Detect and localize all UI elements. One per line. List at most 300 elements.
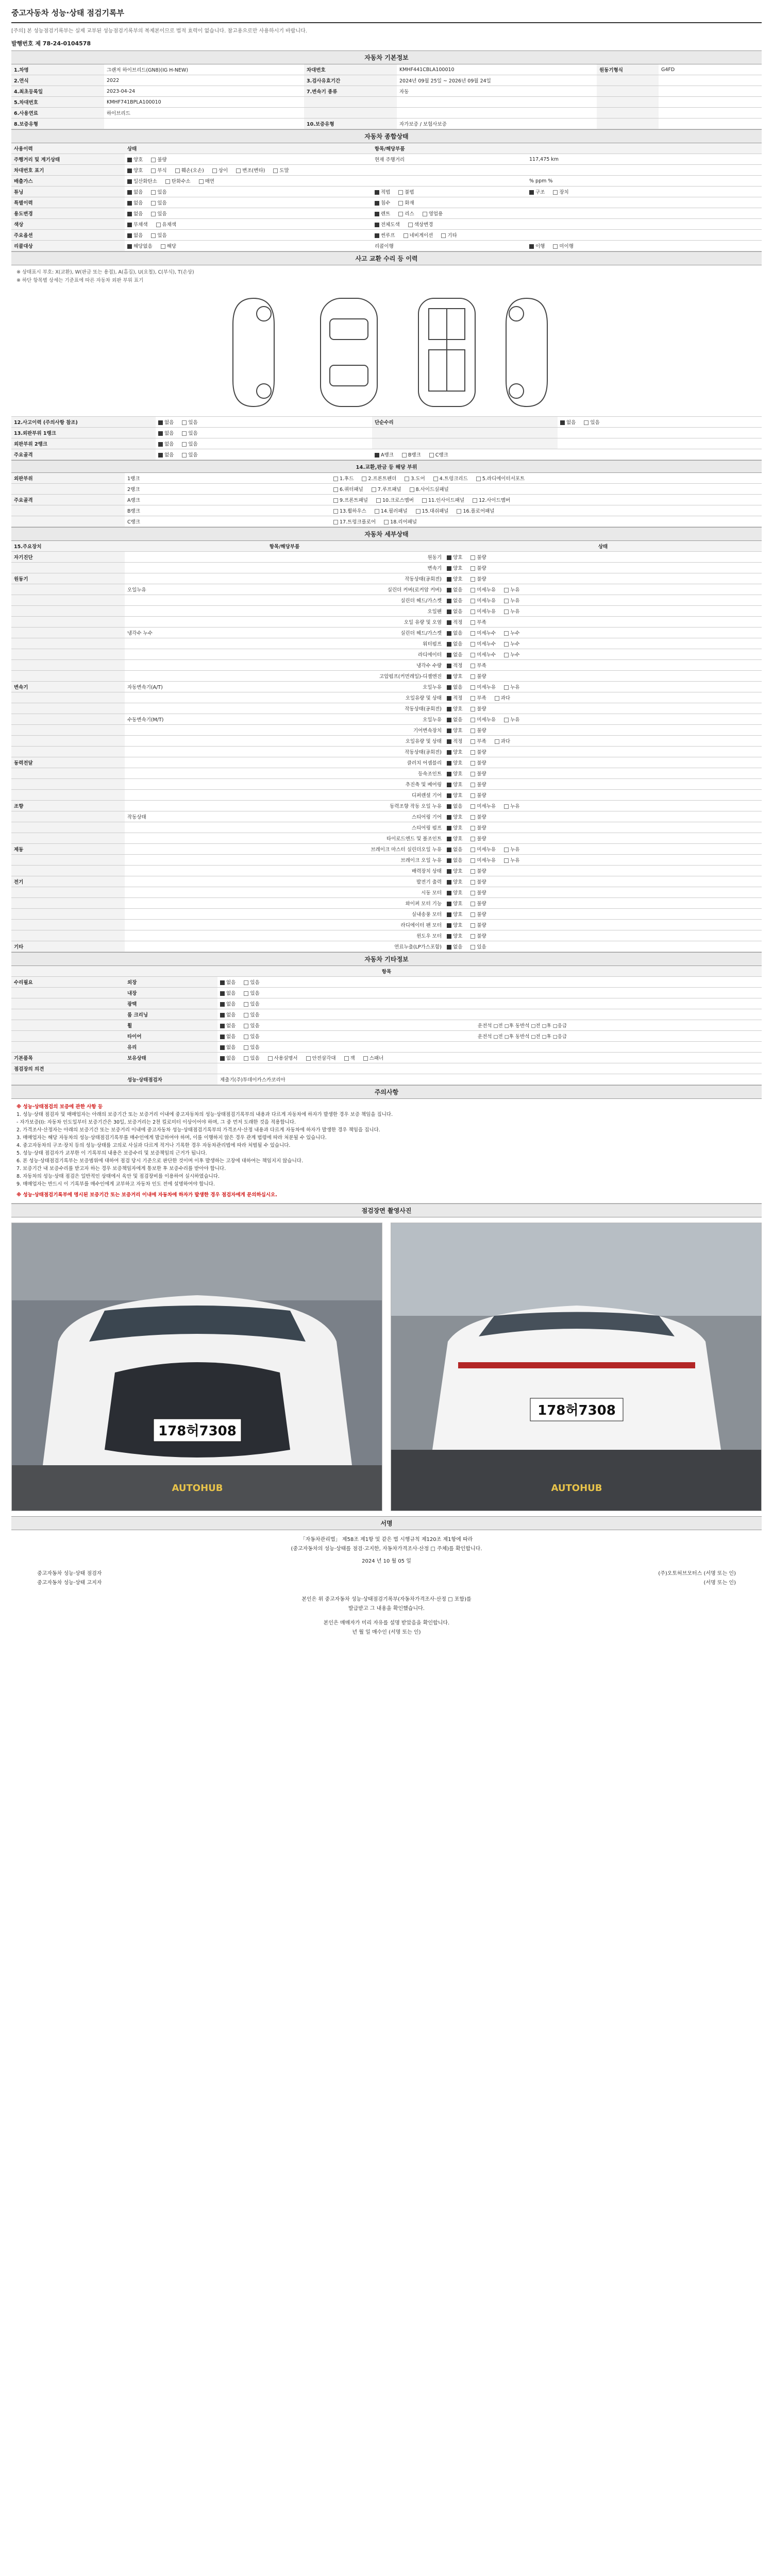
checkbox[interactable] <box>182 420 187 425</box>
option[interactable] <box>470 910 486 918</box>
checkbox[interactable] <box>470 566 475 571</box>
option[interactable] <box>408 221 433 228</box>
checkbox[interactable] <box>161 244 165 249</box>
option[interactable] <box>306 1054 336 1061</box>
option[interactable] <box>212 166 228 174</box>
checkbox[interactable] <box>127 233 132 238</box>
checkbox[interactable] <box>398 190 403 195</box>
checkbox[interactable] <box>151 233 156 238</box>
option[interactable] <box>375 221 400 228</box>
option[interactable] <box>127 199 143 206</box>
option[interactable] <box>220 1054 236 1061</box>
option[interactable] <box>244 1054 259 1061</box>
option[interactable] <box>447 716 462 723</box>
option[interactable] <box>470 867 486 874</box>
option[interactable] <box>447 759 462 766</box>
option[interactable] <box>447 856 462 863</box>
checkbox[interactable] <box>375 212 379 216</box>
option[interactable] <box>447 867 462 874</box>
option[interactable] <box>470 586 496 593</box>
option[interactable] <box>447 737 462 744</box>
option[interactable] <box>504 607 519 615</box>
checkbox[interactable] <box>375 509 379 514</box>
option[interactable] <box>410 485 449 493</box>
checkbox[interactable] <box>470 804 475 809</box>
checkbox[interactable] <box>470 923 475 928</box>
option[interactable] <box>244 1022 259 1029</box>
checkbox[interactable] <box>398 212 403 216</box>
checkbox[interactable] <box>470 642 475 647</box>
checkbox[interactable] <box>158 420 163 425</box>
checkbox[interactable] <box>151 168 156 173</box>
option[interactable] <box>127 210 143 217</box>
option[interactable] <box>127 231 143 239</box>
checkbox[interactable] <box>151 158 156 162</box>
checkbox[interactable] <box>244 991 248 996</box>
option[interactable] <box>470 921 486 928</box>
option[interactable] <box>398 210 414 217</box>
checkbox[interactable] <box>447 761 451 766</box>
checkbox[interactable] <box>433 477 438 481</box>
checkbox[interactable] <box>470 934 475 939</box>
option[interactable] <box>447 943 462 950</box>
option[interactable] <box>127 221 148 228</box>
checkbox[interactable] <box>470 815 475 820</box>
option[interactable] <box>127 177 157 184</box>
checkbox[interactable] <box>470 912 475 917</box>
option[interactable] <box>220 1011 236 1018</box>
checkbox[interactable] <box>375 453 379 457</box>
option[interactable] <box>375 451 394 458</box>
checkbox[interactable] <box>447 848 451 852</box>
checkbox[interactable] <box>447 707 451 711</box>
option[interactable] <box>447 586 462 593</box>
option[interactable] <box>268 1054 298 1061</box>
checkbox[interactable] <box>244 1056 248 1061</box>
checkbox[interactable] <box>273 168 278 173</box>
checkbox[interactable] <box>470 707 475 711</box>
option[interactable] <box>447 932 462 939</box>
option[interactable] <box>447 683 462 690</box>
option[interactable] <box>127 188 143 195</box>
checkbox[interactable] <box>504 642 509 647</box>
option[interactable] <box>127 166 143 174</box>
checkbox[interactable] <box>244 1035 248 1039</box>
checkbox[interactable] <box>441 233 446 238</box>
checkbox[interactable] <box>244 1024 248 1028</box>
checkbox[interactable] <box>470 599 475 603</box>
option[interactable] <box>220 1000 236 1007</box>
checkbox[interactable] <box>447 837 451 841</box>
checkbox[interactable] <box>447 804 451 809</box>
option[interactable] <box>375 231 395 239</box>
checkbox[interactable] <box>182 431 187 436</box>
option[interactable] <box>416 507 449 514</box>
checkbox[interactable] <box>398 201 403 206</box>
option[interactable] <box>447 672 462 680</box>
option[interactable] <box>470 845 496 853</box>
checkbox[interactable] <box>470 783 475 787</box>
option[interactable] <box>470 553 486 561</box>
option[interactable] <box>441 231 457 239</box>
checkbox[interactable] <box>362 477 366 481</box>
checkbox[interactable] <box>127 158 132 162</box>
option[interactable] <box>470 629 496 636</box>
checkbox[interactable] <box>447 555 451 560</box>
option[interactable] <box>363 1054 384 1061</box>
checkbox[interactable] <box>447 902 451 906</box>
option[interactable] <box>244 1043 259 1050</box>
checkbox[interactable] <box>127 168 132 173</box>
checkbox[interactable] <box>333 487 338 492</box>
option[interactable] <box>504 683 519 690</box>
option[interactable] <box>447 629 462 636</box>
option[interactable] <box>504 597 519 604</box>
option[interactable] <box>447 878 462 885</box>
checkbox[interactable] <box>372 487 376 492</box>
checkbox[interactable] <box>151 212 156 216</box>
checkbox[interactable] <box>504 718 509 722</box>
checkbox[interactable] <box>447 945 451 950</box>
checkbox[interactable] <box>470 631 475 636</box>
checkbox[interactable] <box>244 980 248 985</box>
checkbox[interactable] <box>333 498 338 503</box>
option[interactable] <box>375 199 390 206</box>
checkbox[interactable] <box>470 718 475 722</box>
option[interactable] <box>495 694 510 701</box>
option[interactable] <box>529 188 545 195</box>
option[interactable] <box>470 564 486 571</box>
option[interactable] <box>244 1011 259 1018</box>
checkbox[interactable] <box>447 728 451 733</box>
option[interactable] <box>470 932 486 939</box>
option[interactable] <box>470 607 496 615</box>
checkbox[interactable] <box>504 588 509 592</box>
checkbox[interactable] <box>447 696 451 701</box>
checkbox[interactable] <box>504 685 509 690</box>
checkbox[interactable] <box>158 431 163 436</box>
option[interactable] <box>504 802 519 809</box>
checkbox[interactable] <box>384 520 389 524</box>
checkbox[interactable] <box>375 201 379 206</box>
option[interactable] <box>470 835 486 842</box>
option[interactable] <box>447 900 462 907</box>
checkbox[interactable] <box>447 664 451 668</box>
checkbox[interactable] <box>220 1045 225 1050</box>
option[interactable] <box>470 640 496 647</box>
option[interactable] <box>470 662 486 669</box>
option[interactable] <box>158 429 174 436</box>
checkbox[interactable] <box>447 631 451 636</box>
option[interactable] <box>375 507 408 514</box>
option[interactable] <box>151 231 166 239</box>
option[interactable] <box>470 672 486 680</box>
checkbox[interactable] <box>127 212 132 216</box>
checkbox[interactable] <box>127 244 132 249</box>
option[interactable] <box>447 564 462 571</box>
option[interactable] <box>158 451 174 458</box>
checkbox[interactable] <box>473 498 477 503</box>
option[interactable] <box>457 507 494 514</box>
option[interactable] <box>384 518 417 525</box>
checkbox[interactable] <box>447 577 451 582</box>
option[interactable] <box>244 1000 259 1007</box>
checkbox[interactable] <box>447 685 451 690</box>
checkbox[interactable] <box>447 718 451 722</box>
option[interactable] <box>422 496 464 503</box>
option[interactable] <box>447 607 462 615</box>
checkbox[interactable] <box>175 168 180 173</box>
checkbox[interactable] <box>584 420 589 425</box>
checkbox[interactable] <box>404 233 408 238</box>
option[interactable] <box>470 824 486 831</box>
option[interactable] <box>447 575 462 582</box>
option[interactable] <box>182 418 197 426</box>
option[interactable] <box>175 166 204 174</box>
checkbox[interactable] <box>236 168 241 173</box>
checkbox[interactable] <box>416 509 421 514</box>
checkbox[interactable] <box>220 980 225 985</box>
checkbox[interactable] <box>447 772 451 776</box>
checkbox[interactable] <box>447 674 451 679</box>
option[interactable] <box>447 770 462 777</box>
option[interactable] <box>429 451 448 458</box>
option[interactable] <box>447 705 462 712</box>
option[interactable] <box>404 231 433 239</box>
checkbox[interactable] <box>423 212 427 216</box>
checkbox[interactable] <box>470 858 475 863</box>
option[interactable] <box>244 989 259 996</box>
checkbox[interactable] <box>447 642 451 647</box>
option[interactable] <box>504 716 519 723</box>
checkbox[interactable] <box>504 858 509 863</box>
option[interactable] <box>553 188 568 195</box>
checkbox[interactable] <box>470 609 475 614</box>
option[interactable] <box>220 1022 236 1029</box>
option[interactable] <box>470 813 486 820</box>
option[interactable] <box>402 451 421 458</box>
checkbox[interactable] <box>470 696 475 701</box>
option[interactable] <box>470 683 496 690</box>
option[interactable] <box>470 770 486 777</box>
checkbox[interactable] <box>470 891 475 895</box>
option[interactable] <box>470 575 486 582</box>
option[interactable] <box>182 451 197 458</box>
option[interactable] <box>156 221 177 228</box>
checkbox[interactable] <box>212 168 217 173</box>
checkbox[interactable] <box>199 179 204 184</box>
checkbox[interactable] <box>447 566 451 571</box>
checkbox[interactable] <box>470 664 475 668</box>
checkbox[interactable] <box>447 783 451 787</box>
option[interactable] <box>375 210 390 217</box>
checkbox[interactable] <box>470 620 475 625</box>
option[interactable] <box>447 791 462 799</box>
checkbox[interactable] <box>127 223 132 227</box>
option[interactable] <box>470 597 496 604</box>
option[interactable] <box>182 440 197 447</box>
checkbox[interactable] <box>470 577 475 582</box>
checkbox[interactable] <box>470 739 475 744</box>
checkbox[interactable] <box>333 520 338 524</box>
checkbox[interactable] <box>504 631 509 636</box>
option[interactable] <box>236 166 265 174</box>
checkbox[interactable] <box>447 793 451 798</box>
checkbox[interactable] <box>495 739 499 744</box>
option[interactable] <box>504 586 519 593</box>
option[interactable] <box>220 989 236 996</box>
option[interactable] <box>433 474 468 482</box>
option[interactable] <box>127 242 153 249</box>
option[interactable] <box>504 651 519 658</box>
option[interactable] <box>470 651 496 658</box>
checkbox[interactable] <box>220 1002 225 1007</box>
checkbox[interactable] <box>447 653 451 657</box>
checkbox[interactable] <box>447 934 451 939</box>
checkbox[interactable] <box>447 588 451 592</box>
checkbox[interactable] <box>470 837 475 841</box>
checkbox[interactable] <box>470 728 475 733</box>
option[interactable] <box>244 1032 259 1040</box>
option[interactable] <box>470 889 486 896</box>
checkbox[interactable] <box>429 453 434 457</box>
option[interactable] <box>470 943 486 950</box>
checkbox[interactable] <box>504 609 509 614</box>
checkbox[interactable] <box>470 674 475 679</box>
checkbox[interactable] <box>447 891 451 895</box>
option[interactable] <box>151 156 166 163</box>
option[interactable] <box>333 518 376 525</box>
option[interactable] <box>447 824 462 831</box>
checkbox[interactable] <box>244 1013 248 1018</box>
checkbox[interactable] <box>470 761 475 766</box>
option[interactable] <box>405 474 425 482</box>
option[interactable] <box>447 726 462 734</box>
option[interactable] <box>553 242 574 249</box>
option[interactable] <box>151 199 166 206</box>
checkbox[interactable] <box>268 1056 273 1061</box>
checkbox[interactable] <box>504 804 509 809</box>
option[interactable] <box>447 553 462 561</box>
option[interactable] <box>158 440 174 447</box>
option[interactable] <box>199 177 214 184</box>
option[interactable] <box>333 507 366 514</box>
option[interactable] <box>584 418 599 426</box>
checkbox[interactable] <box>529 244 534 249</box>
checkbox[interactable] <box>244 1045 248 1050</box>
option[interactable] <box>476 474 525 482</box>
checkbox[interactable] <box>244 1002 248 1007</box>
checkbox[interactable] <box>333 477 338 481</box>
option[interactable] <box>470 694 486 701</box>
option[interactable] <box>151 166 166 174</box>
checkbox[interactable] <box>447 750 451 755</box>
option[interactable] <box>273 166 289 174</box>
checkbox[interactable] <box>447 599 451 603</box>
option[interactable] <box>398 199 414 206</box>
option[interactable] <box>376 496 414 503</box>
checkbox[interactable] <box>447 869 451 874</box>
checkbox[interactable] <box>447 880 451 885</box>
checkbox[interactable] <box>447 923 451 928</box>
option[interactable] <box>220 1032 236 1040</box>
option[interactable] <box>165 177 191 184</box>
checkbox[interactable] <box>127 201 132 206</box>
checkbox[interactable] <box>529 190 534 195</box>
checkbox[interactable] <box>220 1035 225 1039</box>
checkbox[interactable] <box>127 179 132 184</box>
option[interactable] <box>470 737 486 744</box>
checkbox[interactable] <box>220 1024 225 1028</box>
option[interactable] <box>151 188 166 195</box>
option[interactable] <box>333 485 363 493</box>
option[interactable] <box>151 210 166 217</box>
option[interactable] <box>375 188 390 195</box>
option[interactable] <box>447 802 462 809</box>
checkbox[interactable] <box>165 179 170 184</box>
option[interactable] <box>244 978 259 986</box>
checkbox[interactable] <box>504 848 509 852</box>
checkbox[interactable] <box>410 487 414 492</box>
checkbox[interactable] <box>476 477 481 481</box>
option[interactable] <box>220 1043 236 1050</box>
option[interactable] <box>447 845 462 853</box>
checkbox[interactable] <box>447 912 451 917</box>
option[interactable] <box>398 188 414 195</box>
option[interactable] <box>220 978 236 986</box>
checkbox[interactable] <box>470 750 475 755</box>
checkbox[interactable] <box>470 848 475 852</box>
checkbox[interactable] <box>220 1013 225 1018</box>
option[interactable] <box>447 910 462 918</box>
option[interactable] <box>504 629 519 636</box>
option[interactable] <box>473 496 510 503</box>
checkbox[interactable] <box>402 453 407 457</box>
checkbox[interactable] <box>220 1056 225 1061</box>
option[interactable] <box>447 781 462 788</box>
checkbox[interactable] <box>447 620 451 625</box>
option[interactable] <box>470 726 486 734</box>
option[interactable] <box>470 802 496 809</box>
checkbox[interactable] <box>375 223 379 227</box>
checkbox[interactable] <box>470 685 475 690</box>
option[interactable] <box>470 900 486 907</box>
option[interactable] <box>470 791 486 799</box>
checkbox[interactable] <box>470 793 475 798</box>
option[interactable] <box>470 705 486 712</box>
option[interactable] <box>447 618 462 625</box>
checkbox[interactable] <box>447 815 451 820</box>
checkbox[interactable] <box>470 880 475 885</box>
option[interactable] <box>447 694 462 701</box>
option[interactable] <box>504 640 519 647</box>
checkbox[interactable] <box>504 653 509 657</box>
checkbox[interactable] <box>158 453 163 457</box>
option[interactable] <box>560 418 576 426</box>
option[interactable] <box>344 1054 355 1061</box>
checkbox[interactable] <box>504 599 509 603</box>
checkbox[interactable] <box>306 1056 311 1061</box>
checkbox[interactable] <box>220 991 225 996</box>
checkbox[interactable] <box>422 498 427 503</box>
option[interactable] <box>372 485 401 493</box>
checkbox[interactable] <box>375 190 379 195</box>
checkbox[interactable] <box>333 509 338 514</box>
checkbox[interactable] <box>376 498 381 503</box>
checkbox[interactable] <box>447 609 451 614</box>
checkbox[interactable] <box>375 233 379 238</box>
checkbox[interactable] <box>470 555 475 560</box>
